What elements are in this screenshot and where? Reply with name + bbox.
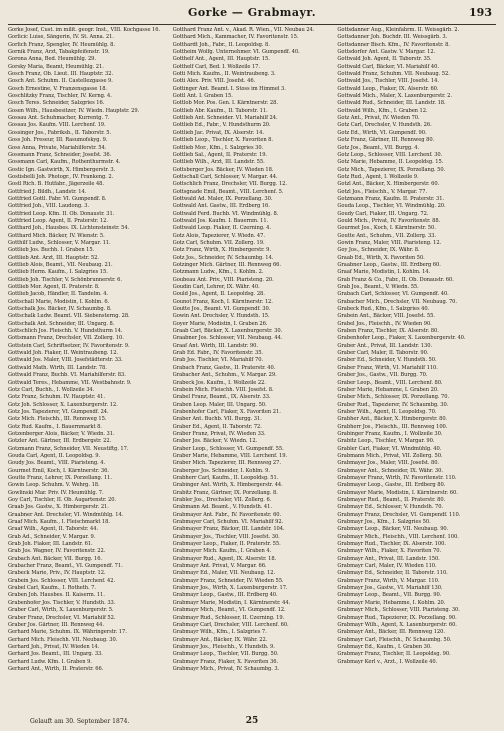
directory-entry: Graber Carl, Maler, II. Taborstr. 90.	[337, 350, 429, 357]
directory-entry: Gottlieb Jac. Privat, IX. Alserstr. 14.	[172, 129, 264, 136]
date-note: Gelauft am 30. September 1874.	[30, 718, 130, 725]
directory-entry: Grabinger Franz, Kaufm., I. Wollzeile 30.	[337, 430, 443, 437]
directory-entry: Gottlieb Joh. Tischler, V. Schönbrunnerstr. 6.	[8, 276, 122, 283]
directory-entry: Grabmayer Mich. Kaufm., I. Graben 4.	[172, 548, 272, 555]
directory-entry: Grabitz Franz, Gärtner, IX. Porzellang. 8.	[172, 489, 278, 496]
directory-entry: Grabach Carl, Schlosser, VI. Gumpendf. 40.	[337, 291, 449, 298]
directory-entry: Gotz Alois, Tapezierer, V. Wiedn. 47.	[172, 232, 265, 239]
directory-entry: Grabler Carl, Fiaker, VI. Windmühlg. 40.	[337, 445, 442, 452]
directory-entry: Gottlieb Ed., Fabr., V. Hundsthurm 20.	[172, 122, 271, 129]
directory-entry: Gotthard Joh., Hausbes. IX. Lichtensteinstr. 54.	[8, 225, 130, 232]
directory-entry: Grabmayr Kerl v., Arzt., I. Wollzeile 40.	[337, 658, 438, 665]
page-number: 193	[469, 6, 492, 19]
directory-entry: Gowin Ant. Drechsler, V. Hundsth. 15.	[172, 313, 270, 320]
directory-entry: Grab Jos., Beamt., V. Wiedn. 55.	[337, 284, 419, 291]
directory-entry: Graab Carl, Bäcker, X. Laxenburgerstr. 30.	[172, 328, 283, 335]
directory-entry: Gottwald Math. Wirth, III. Landstr. 78.	[8, 364, 107, 371]
directory-entry: Graab Ed., Wirth, X. Favoriten 50.	[337, 254, 425, 261]
directory-entry: Graber Ed., Schneider, V. Hundsth. 50.	[337, 357, 437, 364]
page-header	[8, 6, 496, 22]
directory-entry: Gottwald Ant. Gastw., III. Erdberg 16.	[172, 203, 270, 210]
directory-entry: Grabmayr Wilh., Agent, X. Laxenburgerstr. 60.	[337, 621, 457, 628]
directory-entry: Graberger Jos. Schneider, I. Kohlm. 9.	[172, 467, 270, 474]
directory-entry: Gossmann Carl, Kaufm., Rothenthurmstr. 4.	[8, 159, 121, 166]
directory-entry: Gotz Rud. Kaufm., I. Bauernmarkt 8.	[8, 423, 102, 430]
directory-entry: Gould Jos., Agent, II. Leopoldsg. 28.	[172, 291, 265, 298]
directory-entry: Gottwald Mich., Maler, X. Laxenburgerstr. 2.	[337, 93, 452, 100]
directory-entry: Gottlieb Jos. Buchh. I. Graben 15.	[8, 247, 95, 254]
directory-entry: Gottsdanner Joh. Buchdr. III. Weissgärb. 3.	[337, 34, 448, 41]
directory-entry: Graben Joh. Hausbes. II. Kaiserm. 11.	[8, 592, 105, 599]
directory-entry: Gould Mich., Privat, IV. Favoritenstr. 88.	[337, 217, 441, 224]
directory-entry: Gottsdanner Aug., Kleinfahrm. II. Weissgärb. 2.	[337, 27, 460, 33]
directory-entry: Gottwald Teres., Hebamme, VII. Westbahnstr. 9.	[8, 379, 132, 386]
directory-entry: Gouda Leop., Tischler, VI. Windmühlg. 20.	[337, 203, 446, 210]
directory-entry: Grabmayr Leop., Bäcker, VII. Neubaug. 90.	[337, 526, 449, 533]
directory-entry: Grabein Mich. Fleischh. VIII. Josefst. 8.	[172, 386, 274, 393]
directory-entry: Goss Anna, Private, Mariahilferstr. 54.	[8, 144, 107, 151]
directory-entry: Gottwald Jos. Kaufm. I. Bauernm. 11.	[172, 217, 269, 224]
directory-entry: Grabmayer Carl, Schuhm. VI. Mariahilf 92.	[172, 519, 284, 526]
column-1	[8, 27, 167, 707]
directory-entry: Gossmann Franz, Schneider, Josefst. 36.	[8, 151, 112, 158]
directory-entry: Gotzmann Franz, Schneider, VII. Neustiftg. 17.	[8, 445, 129, 452]
running-title: Gorke — Grabmayr.	[187, 6, 317, 19]
directory-entry: Grabmayr Leop., Gastw., III. Erdberg 40.	[172, 592, 278, 599]
directory-entry: Gottsmann Franz, Drechsler, VII. Zollerg. 10.	[8, 335, 124, 342]
directory-entry: Gottwald Ferd. Buchb. VI. Windmühlg. 8.	[172, 210, 279, 217]
directory-entry: Gottwald Ad. Maler, IX. Porzellang. 30.	[172, 195, 273, 202]
directory-entry: Goudy Carl, Fiaker, III. Ungarg. 72.	[337, 210, 429, 217]
directory-entry: Gotz Franz, Wirth, X. Himbergerstr. 9.	[172, 247, 271, 254]
directory-entry: Grabmayr Ant. Privat, V. Margar. 66.	[172, 563, 267, 570]
directory-entry: Goyer Marie, Modistin, I. Graben 26.	[172, 320, 268, 327]
directory-entry: Grabher Ant., Bäcker, X. Himbergerstr. 80.	[337, 416, 448, 423]
directory-entry: Gotthard Franz Ant. v., Akad. R. Wien., VII. Neubau 24.	[172, 27, 315, 33]
directory-entry: Graaf Mich. Kaufm., I. Fleischmarkt 18.	[8, 519, 110, 526]
directory-entry: Gottlieb Herm. Kaufm., I. Salzgries 15.	[8, 269, 108, 276]
directory-entry: Gerhard Mich. Fleischh. VII. Neubaug. 30.	[8, 636, 118, 643]
directory-entry: Gottschalk Ludw. Beamt. VII. Siebensterng. 28.	[8, 313, 130, 320]
directory-entry: Gosen Wilh., Hausbesitzer, IV. Wiedn. Hauptstr. 29.	[8, 107, 140, 114]
directory-entry: Gottwald Joh. Agent, II. Taborstr. 35.	[337, 56, 432, 63]
directory-entry: Goschlitzky Franz, Tischler, IV. Kerng. 4.	[8, 93, 112, 100]
directory-entry: Gottfried J. Bildh., Landstr. 14.	[8, 188, 87, 195]
directory-entry: Gowin Leop. Schuhm. V. Wehrg. 18.	[8, 482, 100, 489]
directory-entry: Gottwald Carl, Bäcker, VI. Mariahilf 40.	[337, 63, 439, 70]
directory-entry: Grabherr Carl, Kaufm., II. Leopoldsg. 51.	[172, 474, 279, 481]
directory-entry: Gottlieb Leop., Tischler, X. Favoriten 8.	[172, 137, 273, 144]
directory-entry: Gotz Mich. Fleischh., III. Rennweg 15.	[8, 416, 107, 423]
directory-entry: Graber Ed., Agent, II. Taborstr. 72.	[172, 423, 262, 430]
directory-entry: Gottwald Franz, Schuhm. VII. Neubaug. 52.	[337, 71, 450, 78]
directory-entry: Grab Ad., Schneider, V. Margar. 9.	[8, 533, 96, 540]
directory-entry: Gotzenberger Alois, Bäcker, V. Wiedn. 31.	[8, 430, 115, 437]
directory-entry: Grab Jos. Wagner, IV. Favoritenstr. 22.	[8, 548, 106, 555]
directory-entry: Gotthard Mich. Bäcker, IV. Wienstr. 5.	[8, 232, 105, 239]
directory-entry: Graber Marie, Hebamme, VIII. Lerchenf. 19.	[172, 452, 287, 459]
directory-entry: Gosch Ernestine, V. Franzensgasse 18.	[8, 85, 108, 92]
directory-entry: Grabmayr Franz, Wirth, V. Margar. 110.	[337, 577, 440, 584]
directory-entry: Gourmet Emil, Koch, I. Kärntnerstr. 36.	[8, 467, 109, 474]
directory-entry: Gorlich Franz, Spengler, IV. Heumühlg. 8.	[8, 41, 115, 48]
directory-entry: Gotzinger Mich. Gärtner, III. Rennweg 66.	[172, 262, 281, 268]
directory-entry: Gotzmann Franz, Kaufm. II. Praterstr. 31.	[337, 195, 445, 202]
directory-entry: Grab Jos. Tischler, VI. Mariahilf 70.	[172, 357, 264, 364]
directory-entry: Grabenhofer Carl, Fiaker, X. Favoriten 21.	[172, 408, 281, 415]
directory-entry: Gottschalk Jos. Bäcker, IV. Schaumbg. 8.	[8, 306, 112, 313]
directory-entry: Gosch Ant. Schuhm. II. Castellezgasse 9.	[8, 78, 113, 85]
directory-entry: Grabmayr Carl, Drechsler, VIII. Lerchenf. 60.	[172, 621, 289, 628]
directory-entry: Grabmayer Franz, Bäcker, III. Landstr. 104.	[172, 526, 285, 533]
directory-entry: Grabmayr Rud., Schlosser, II. Czerning. 19.	[172, 614, 285, 621]
directory-entry: Grabeck Marie, Priv., IV. Hauptstr. 12.	[8, 570, 106, 577]
directory-entry: Gorlicic Luise, Sängerin, IV. St. Anna. 21.	[8, 34, 114, 41]
directory-entry: Grabmayr Jos., Gastw., VI. Mariahilf 130.	[337, 585, 443, 592]
directory-entry: Graaf Wilh., Agent, II. Taborstr. 44.	[8, 526, 99, 533]
directory-entry: Gossau Jos. Kaufm. VIII. Lerchenf. 19.	[8, 122, 106, 129]
directory-entry: Grabmayr Franz, Drechsler, VI. Gumpendf. 110.	[337, 511, 461, 518]
directory-entry: Gerhard Ant., Wirth, II. Praterstr. 66.	[8, 665, 104, 672]
directory-entry: Gottwald Jos., Tischler, VIII. Josefst. 14.	[337, 78, 439, 85]
directory-entry: Gotti Alex. Priv. VIII. Josefst. 46.	[172, 78, 256, 85]
directory-entry: Graben Leop. Maler, III. Ungarg. 50.	[172, 401, 267, 408]
directory-entry: Gottwald Jos. Maler, VIII. Josefstädterstr. 33.	[8, 357, 123, 364]
directory-entry: Graber Jos., Gastw., VII. Burgg. 70.	[337, 372, 428, 379]
directory-entry: Gottlieb Mor. Agent, II. Praterstr. 8.	[8, 284, 100, 291]
directory-entry: Gosch Teres. Schneider, Salzgries 16.	[8, 100, 105, 107]
directory-entry: Gouda Carl, Agent, II. Leopoldsg. 9.	[8, 452, 101, 459]
directory-entry: Gotthard Mich., Kammacher, IV. Favoritenstr. 15.	[172, 34, 299, 41]
directory-entry: Graber Mich., Schlosser, IX. Porzellang. 70.	[337, 394, 450, 401]
directory-entry: Gotz Jos., Schneider, IV. Schaumbg. 14.	[172, 254, 274, 261]
directory-entry: Gowin Franz, Maler, VIII. Piaristeng. 12.	[337, 239, 442, 246]
directory-entry: Gotzl Ant., Bäcker, X. Himbergerstr. 60.	[337, 181, 440, 188]
directory-entry: Gornik Franz, Arzt, Tabakpfeifenstr. 19.	[8, 49, 110, 56]
directory-entry: Grabmayr Ant., Bäcker, IX. Währ. 22.	[172, 636, 268, 643]
directory-entry: Grabler Jos., Drechsler, VII. Zollerg. 6.	[172, 497, 272, 503]
directory-entry: Grabacher Mich., Drechsler, VII. Neubaug. 70.	[337, 298, 457, 305]
directory-entry: Gottlieb Wilh., Arzt, III. Landstr. 55.	[172, 159, 265, 166]
directory-entry: Gottlob Mor. Pos. Gen. I. Kärntnerstr. 28.	[172, 100, 278, 107]
directory-entry: Graber Franz, Drechsler, VI. Mariahilf 52.	[8, 614, 116, 621]
directory-entry: Grabmayr Marie, Modistin, I. Kärntnerstr. 44.	[172, 599, 291, 606]
directory-entry: Grabmayr Carl, Maler, IV. Wieden 110.	[337, 563, 437, 570]
directory-entry: Grabmayr Ant., Privat, III. Landstr. 150.	[337, 555, 440, 562]
directory-entry: Graaf Ant. Wirth, III. Landstr. 90.	[172, 342, 258, 349]
directory-entry: Gotz Mich., Tapezierer, IX. Porzellang. 50.	[337, 166, 446, 173]
directory-entry: Grabmayr Leop., Tischler, VII. Burgg. 50.	[172, 651, 279, 658]
directory-entry: Gottheim Wolfg. Unternehmer. VI. Gumpendf. 40.	[172, 49, 300, 56]
directory-entry: Grabmayr Jos., Fleischh., V. Hundsth. 9.	[172, 643, 275, 650]
directory-entry: Goubeau Ant. Priv., VIII. Piaristeng. 20.	[172, 276, 274, 283]
directory-entry: Gotthelf Ant., Agent, III. Hauptstr. 15.	[172, 56, 270, 63]
directory-entry: Grabmayr Mich., Schlosser, VIII. Piaristeng. 30.	[337, 607, 460, 614]
directory-entry: Gotz Franz, Schuhm. IV. Hauptstr. 41.	[8, 394, 105, 401]
directory-entry: Gottlieb Abr. Kaufm., II. Taborstr. 11.	[172, 107, 268, 114]
directory-entry: Gotz Leop., Schlosser, VIII. Lerchenf. 30.	[337, 151, 443, 158]
directory-entry: Gorsky Maria, Beamt, Heumühlg. 21.	[8, 63, 104, 70]
directory-entry: Grabmayr Franz, Fiaker, X. Favoriten 36.	[172, 658, 279, 665]
directory-entry: Grabmayr Jos., Wirth, X. Laxenburgerstr. 17.	[172, 585, 288, 592]
directory-entry: Gotthilf Ludw., Schlosser, V. Margar. 11.	[8, 239, 111, 246]
directory-entry: Gottschlich Franz, Drechsler, VII. Burgg. 12.	[172, 181, 287, 188]
directory-entry: Grabmayr Ed., Maler, VII. Neubaug. 12.	[172, 570, 276, 577]
directory-entry: Graber Jos. Bäcker, V. Wiedn. 12.	[172, 438, 258, 445]
directory-entry: Graber Franz, Wirth, VI. Mariahilf 110.	[337, 364, 438, 371]
directory-entry: Grabmann Mich., Privat, VII. Zollerg. 50.	[337, 452, 443, 459]
directory-entry: Gottfried Joh., VIII. Laudong. 3.	[8, 203, 90, 210]
directory-entry: Graber Ant., Privat, III. Landstr. 130.	[337, 342, 433, 349]
directory-entry: Goy Carl, Tischler, II. Ob. Augartenstr. 20.	[8, 497, 117, 503]
directory-entry: Grabel Franz, Beamt., IX. Alserstr. 33.	[172, 394, 271, 401]
directory-entry: Graber Rud., Tapezierer, IV. Schaumbg. 30.	[337, 401, 449, 408]
directory-entry: Gerhard Joh., Privat, IV. Wieden 14.	[8, 643, 100, 650]
directory-entry: Gottsberger Jos. Bäcker, IV. Wieden 18.	[172, 166, 274, 173]
directory-entry: Gottsdorfer Ant. Gastw. V. Margar. 12.	[337, 49, 436, 56]
directory-entry: Gottlieb Sal., Agent, II. Praterstr. 19.	[172, 151, 267, 158]
directory-entry: Goy Jos., Schneider, IX. Währ. 8.	[337, 247, 420, 254]
directory-entry: Gottwald Franz, Buchb. VI. Mariahilferstr. 83.	[8, 372, 126, 379]
directory-entry: Grabmayr Ed., Schneider, II. Taborstr. 110.	[337, 570, 448, 577]
directory-entry: Gotthelf Carl, Bed. I. Wollzeile 17.	[172, 63, 260, 70]
directory-entry: Gotz Ed., Wirth, VI. Gumpendf. 90.	[337, 129, 427, 136]
directory-entry: Gottsgnade Emil, Beamt., VIII. Lerchenf. 5.	[172, 188, 284, 195]
directory-entry: Gerhard Jos. Beamt., III. Ungarg. 33.	[8, 651, 103, 658]
columns	[8, 27, 496, 707]
directory-entry: Gottwald Rud., Schneider, III. Landstr. 18.	[337, 100, 446, 107]
directory-entry: Graber Leop., Schlosser, VI. Gumpendf. 55.	[172, 445, 284, 452]
directory-entry: Grabmayr Ed., Kaufm., I. Graben 30.	[337, 643, 432, 650]
directory-entry: Gottinger Ant. Beamt. I. Stoss im Himmel 3.	[172, 85, 286, 92]
directory-entry: Gorona Anna, Bed. Heumühlg. 29.	[8, 56, 96, 63]
directory-entry: Gottwald Wilh., Kfm., I. Graben 12.	[337, 107, 428, 114]
directory-entry: Gotz Ant., Privat, IV. Wieden 70.	[337, 115, 420, 122]
directory-entry: Graber Mich. Tapezierer, III. Rennweg 27.	[172, 460, 281, 467]
directory-entry: Grabmayer Franz, Wirth, IV. Favoritenstr. 110.	[337, 474, 457, 481]
directory-entry: Graabner Leop., Gastw., III. Erdberg 60.	[337, 262, 441, 268]
directory-entry: Grabmayr Ed., Schlosser, V. Hundsth. 70.	[337, 504, 444, 511]
directory-entry: Grabmayr Mich., Privat, IV. Schaumbg. 3.	[172, 665, 280, 672]
directory-entry: Grabmayer Leop., Fiaker, II. Praterstr. 55.	[172, 541, 281, 548]
directory-entry: Grabmayer Rud., Agent, IX. Alserstr. 18.	[172, 555, 277, 562]
directory-entry: Gottlieb Alois, Beamt., VII. Neubaug. 21.	[8, 262, 113, 268]
directory-entry: Gottwald Joh. Fiaker, II. Weintraubeng. 12.	[8, 350, 119, 357]
directory-entry: Gorke Josef, Cust. im milit. geogr. Inst., VIII. Kochgasse 16.	[8, 27, 161, 33]
directory-entry: Gotti Mich. Kaufm., II. Weintraubeng. 3.	[172, 71, 276, 78]
directory-entry: Graabner Jos. Schlosser, VII. Neubaug. 44.	[172, 335, 283, 342]
directory-entry: Grabmayer Leop., Gastw., III. Erdberg 80.	[337, 482, 446, 489]
directory-entry: Gourmet Jos., Koch, I. Kärntnerstr. 50.	[337, 225, 436, 232]
directory-entry: Goutte Ant., Schuhm., VII. Zollerg. 33.	[337, 232, 437, 239]
directory-entry: Gottl Ant. I. Graben 15.	[172, 93, 233, 100]
directory-entry: Grabmayer Rud., Beamt., II. Praterstr. 80.	[337, 497, 446, 503]
directory-entry: Grab Franz & Co., Fabr., II. Ob. Donaustr. 60.	[337, 276, 454, 283]
directory-entry: Graaf Marie, Modistin, I. Kohlm. 14.	[337, 269, 431, 276]
directory-entry: Gotz Franz, Gärtner, III. Rennweg 80.	[337, 137, 435, 144]
directory-entry: Grabach Franz, Gastw., II. Praterstr. 40.	[172, 364, 276, 371]
directory-entry: Gottwald Leop., Fiaker, IX. Alserstr. 60.	[337, 85, 439, 92]
directory-entry: Gottfried Leop. Kfm. II. Ob. Donaustr. 31.	[8, 210, 115, 217]
directory-entry: Gottschlich Jos. Fleischh. V. Hundsthurm 14.	[8, 328, 123, 335]
directory-entry: Goutte Franz, Lehrer, IX. Porzellang. 11.	[8, 474, 112, 481]
column-2	[173, 27, 332, 707]
directory-entry: Gotthardt Joh., Fabr., II. Leopoldsg. 8.	[172, 41, 270, 48]
directory-entry: Gottwald Leop. Fiaker, II. Czerning. 4.	[172, 225, 271, 232]
directory-entry: Grabmayr Jos., Kfm., I. Salzgries 50.	[337, 519, 431, 526]
directory-entry: Goutte Jos., Beamt. VI. Gumpendf. 30.	[172, 306, 271, 313]
directory-entry: Graben Franz, Tischler, IX. Alserstr. 80.	[337, 328, 439, 335]
directory-entry: Grabitz Leop., Tischler, V. Margar. 90.	[337, 438, 435, 445]
directory-entry: Gottschall Marie, Modistin, I. Kohlm. 6.	[8, 298, 110, 305]
directory-entry: Grabmayr Marie, Hebamme, I. Kohlm. 20.	[337, 599, 446, 606]
directory-entry: Grabinger Ant. Wirth, X. Himbergerstr. 44.	[172, 482, 283, 489]
directory-entry: Grabacher Franz, Beamt., VI. Gumpendf. 71.	[8, 563, 123, 570]
directory-entry: Goudin Carl, Lehrer, IX. Währ. 40.	[172, 284, 260, 291]
directory-entry: Graber Ant. Buchb. VII. Burgg. 31.	[172, 416, 262, 423]
directory-entry: Gottstein Carl, Schriftsetzer, IV. Favoritenstr. 9.	[8, 342, 130, 349]
directory-entry: Grabmayr Carl, Fleischh., IV. Schaumbg. 50.	[337, 636, 452, 643]
directory-entry: Grabmayr Ant., Bäcker, III. Rennweg 120.	[337, 629, 445, 636]
directory-entry: Gottschalk Ant. Schneider, III. Ungarg. 8.	[8, 320, 115, 327]
directory-entry: Grabmann Ad. Beamt., V. Hundsth. 41.	[172, 504, 272, 511]
directory-entry: Gottschall Carl, Schlosser, V. Margar. 44.	[172, 173, 278, 180]
directory-entry: Graber Franz, Privat, IV. Wieden 33.	[172, 430, 266, 437]
directory-entry: Graber Leop., Beamt., VIII. Lerchenf. 80.	[337, 379, 443, 386]
directory-entry: Goudy Jos. Beamt., VIII. Piaristeng. 4.	[8, 460, 106, 467]
directory-entry: Gottlieb Jacob, Händler, II. Tandelm. 4.	[8, 291, 109, 298]
directory-entry: Grabmayer Ant. Fabr., IV. Favoritenstr. 60.	[172, 511, 282, 518]
directory-entry: Grabel Jos., Fleischh., IV. Wieden 90.	[337, 320, 432, 327]
directory-entry: Gotz Joh. Schlosser, X. Laxenburgerstr. 12.	[8, 401, 118, 408]
directory-entry: Gotzmann Ludw., Kfm., I. Kohlm. 2.	[172, 269, 264, 276]
directory-entry: Gottlieb Mor., Kfm., I. Salzgries 30.	[172, 144, 264, 151]
directory-entry: Grabmayer Ant., Schneider, IX. Währ. 30.	[337, 467, 443, 474]
column-3	[337, 27, 496, 707]
directory-entry: Grabenhofer Jos. Tischler, V. Hundsth. 33.	[8, 599, 116, 606]
directory-entry: Graber Jos. Gärtner, III. Rennweg 44.	[8, 621, 104, 628]
directory-entry: Grabach Ant. Bäcker, VII. Burgg. 16.	[8, 555, 103, 562]
directory-entry: Gotz Marie, Hebamme, II. Leopoldsg. 15.	[337, 159, 444, 166]
directory-entry: Grab Ed. Fabr., IV. Favoritenstr. 35.	[172, 350, 264, 357]
directory-entry: Goss Joh. Freseur, III. Rasumofskyg. 9.	[8, 137, 108, 144]
directory-entry: Grabeck Rud., Kfm., I. Salzgries 40.	[337, 306, 430, 313]
directory-entry: Gosch Franz, Ob. Lieut. III. Hauptstr. 32.	[8, 71, 114, 78]
directory-entry: Grabmayr Leop., Beamt., VII. Burgg. 90.	[337, 592, 442, 599]
directory-entry: Gottlieb Ant. Schneider. VI. Mariahilf 24.	[172, 115, 278, 122]
directory-entry: Grabmayr Franz, Tischler, II. Leopoldsg. 90.	[337, 651, 451, 658]
directory-entry: Graber Carl, Wirth, X. Laxenburgerstr. 5.	[8, 607, 114, 614]
directory-entry: Graabner Ant. Drechsler, VI. Windmühlg. 14.	[8, 511, 124, 518]
directory-entry: Grabmayr Franz, Schneider, IV. Wieden 55.	[172, 577, 284, 584]
directory-entry: Gotz Carl, Buchh., I. Wollzeile 34.	[8, 386, 95, 393]
directory-entry: Grabein Jos. Schlosser, VIII. Lerchenf. 42.	[8, 577, 116, 584]
directory-entry: Gottsdanner Bisch. Kfm., IV. Favoritenstr. 8.	[337, 41, 450, 48]
directory-entry: Gostl Rich. B. Hutfabr., Jägerzeile 48.	[8, 181, 104, 188]
directory-entry: Gossau Ant. Schuhmacher, Kurrentg. 7.	[8, 115, 110, 122]
directory-entry: Gotz Jos., Beamt., VII. Burgg. 4.	[337, 144, 420, 151]
directory-entry: Grabmayer Marie, Modistin, I. Kärntnerstr. 60.	[337, 489, 458, 496]
directory-entry: Gowlinski Mar. Priv. IV. Heumühlg. 7.	[8, 489, 104, 496]
directory-entry: Grab Joh. Fiaker, III. Landstr. 61.	[8, 541, 93, 548]
directory-entry: Grabein Ant., Bäcker, VIII. Josefst. 55.	[337, 313, 435, 320]
directory-entry: Gotz Jos. Tapezierer, VI. Gumpendf. 24.	[8, 408, 109, 415]
directory-entry: Graab Jos. Gastw., X. Himbergerstr. 21.	[8, 504, 109, 511]
directory-entry: Gotz Rud., Agent, I. Wollzeile 9.	[337, 173, 419, 180]
directory-entry: Gossinger Jos., Fabriksb., II. Taborstr. 5.	[8, 129, 112, 136]
directory-entry: Gottfried Leop. Agent, II. Praterstr. 12.	[8, 217, 108, 224]
directory-entry: Grabmayr Wilh., Fiaker, X. Favoriten 70.	[337, 548, 442, 555]
directory-entry: Gotzl Jos., Fleischh., V. Margar. 77.	[337, 188, 427, 195]
signature-mark: 25	[245, 716, 259, 726]
directory-entry: Gounot Franz, Koch, I. Kärntnerstr. 12.	[172, 298, 273, 305]
directory-entry: Grabherr Jos., Fleischh., III. Rennweg 100.	[337, 423, 448, 430]
directory-entry: Grabenhofer Leop., Fiaker, X. Laxenburgerstr. 40.	[337, 335, 466, 342]
directory-entry: Gottlieb Ant. Arzt, III. Hauptstr. 52.	[8, 254, 99, 261]
directory-entry: Grabmayr Rud., Tischler, IX. Alserstr. 100.	[337, 541, 446, 548]
header-rule	[8, 24, 496, 25]
directory-entry: Grabmayer Jos., Maler, VIII. Josefst. 80.	[337, 460, 440, 467]
directory-entry: Grabeck Jos. Kaufm., I. Wollzeile 22.	[172, 379, 266, 386]
directory-entry: Gottfried Gottl. Fabr. VI. Gumpendf. 8.	[8, 195, 107, 202]
directory-entry: Gotz Carl, Schuhm. VII. Zollerg. 19.	[172, 239, 265, 246]
directory-entry: Grabmayr Mich., Beamt., VI. Gumpendf. 12.	[172, 607, 286, 614]
directory-entry: Gostisbelli Joh. Photogr., IV. Frankeng. 2.	[8, 173, 114, 180]
directory-entry: Gerhard Marie, Schuhm. IX. Währingerstr. 17.	[8, 629, 127, 636]
directory-entry: Gostic Ign. Gastwirth, X. Himbergerstr. 3.	[8, 166, 116, 173]
directory-entry: Grabmayr Rud., Tapezierer, IX. Porzellang. 90.	[337, 614, 457, 621]
directory-entry: Grabmayer Jos., Tischler, VIII. Josefst. 30.	[172, 533, 280, 540]
directory-entry: Gerhard Ludw. Kfm. I. Graben 9.	[8, 658, 92, 665]
directory-entry: Grabmayr Mich., Fleischh., VIII. Lerchenf. 100.	[337, 533, 459, 540]
directory-entry: Gotz Carl, Drechsler, V. Hundsth. 26.	[337, 122, 432, 129]
directory-entry: Graber Wilh., Agent, II. Leopoldsg. 70.	[337, 408, 437, 415]
directory-entry: Gotzler Ant. Gärtner, III. Erdbergstr. 22.	[8, 438, 112, 445]
directory-entry: Grabmayr Wilh., Kfm., I. Salzgries 7.	[172, 629, 267, 636]
directory-entry: Graber Marie, Hebamme, I. Graben 20.	[337, 386, 439, 393]
directory-entry: Grabacher Ant., Schuhm., V. Margar. 29.	[172, 372, 277, 379]
directory-entry: Grabel Carl, Kaufm., I. Rotheth. 7.	[8, 585, 96, 592]
